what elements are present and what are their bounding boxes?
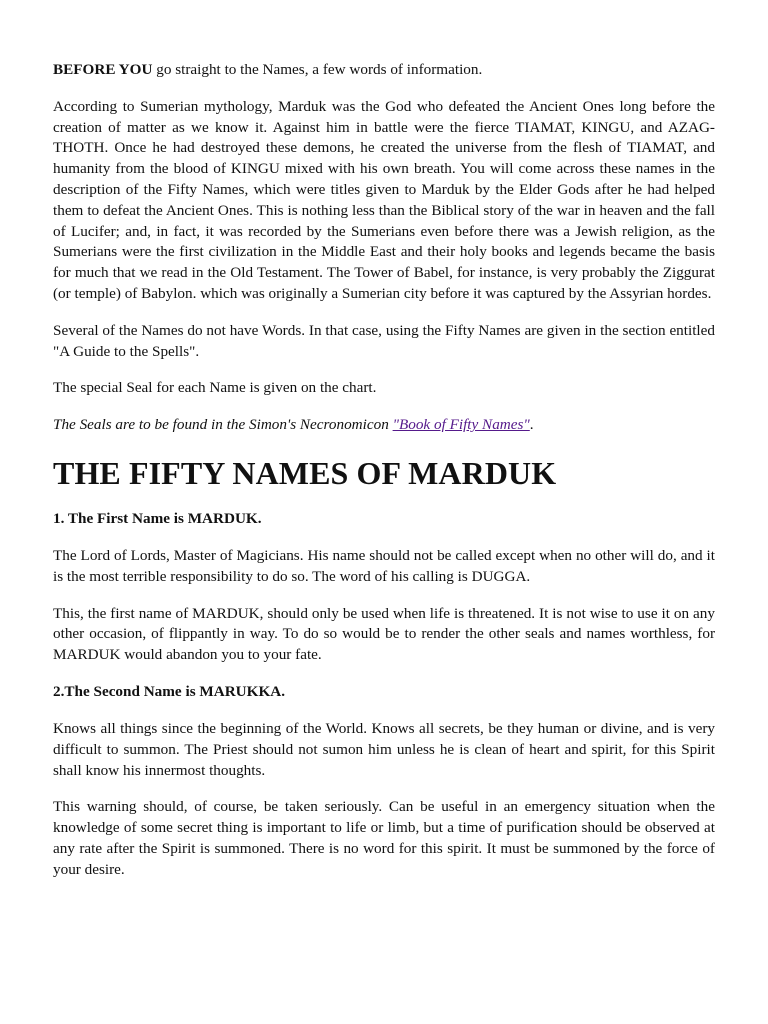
intro-lead-bold: BEFORE YOU (53, 61, 153, 78)
name-1-paragraph-1: The Lord of Lords, Master of Magicians. His name should not be called except when no other will do, and it is the most terrible responsibility to do so. The word of his calling is DUGGA. (53, 546, 715, 585)
seals-note-text: The Seals are to be found in the Simon's Necronomicon (53, 416, 393, 434)
name-2-paragraph-2: This warning should, of course, be taken seriously. Can be useful in an emergency situation when the knowledge of some secret thing is important to life or limb, but a time of purification should be observed at any rate after the Spirit is summoned. There is no word for this spirit. It must be summoned by the force of your desire. (53, 798, 715, 878)
name-2-heading: 2.The Second Name is MARUKKA. (53, 682, 286, 700)
mythology-paragraph: According to Sumerian mythology, Marduk was the God who defeated the Ancient Ones long before the creation of matter as we know it. Against him in battle were the fierce TIAMAT, KINGU, and AZAG-THOTH. Once he had destroyed these demons, he created the universe from the flesh of TIAMAT, and humanity from the blood of KINGU mixed with his own breath. You will come across these names in the description of the Fifty Names, which were titles given to Marduk by the Elder Gods after he had helped them to defeat the Ancient Ones. This is nothing less than the Biblical story of the war in heaven and the fall of Lucifer; and, in fact, it was recorded by the Sumerians even before there was a Jewish religion, as the Sumerians were the first civilization in the Middle East and their holy books and legends became the basis for much that we read in the Old Testament. The Tower of Babel, for instance, is very probably the Ziggurat (or temple) of Babylon. which was originally a Sumerian city before it was captured by the Assyrian hordes. (53, 97, 715, 302)
seals-note-end: . (529, 416, 534, 434)
book-of-fifty-names-link[interactable]: "Book of Fifty Names" (392, 416, 530, 434)
intro-lead-rest: go straight to the Names, a few words of information. (152, 61, 483, 78)
name-1-heading: 1. The First Name is MARDUK. (53, 509, 262, 527)
no-words-paragraph: Several of the Names do not have Words. In that case, using the Fifty Names are given in the section entitled "A Guide to the Spells". (53, 321, 715, 360)
main-title: THE FIFTY NAMES OF MARDUK (53, 454, 557, 491)
name-1-paragraph-2: This, the first name of MARDUK, should only be used when life is threatened. It is not wise to use it on any other occasion, of flippantly in way. To do so would be to render the other seals and names worthless, for MARDUK would abandon you to your fate. (53, 604, 715, 664)
seal-chart-paragraph: The special Seal for each Name is given on the chart. (53, 379, 377, 397)
intro-paragraph (53, 60, 715, 81)
seals-note-paragraph (53, 415, 715, 436)
name-2-paragraph-1: Knows all things since the beginning of the World. Knows all secrets, be they human or divine, and is very difficult to summon. The Priest should not sumon him unless he is clean of heart and spirit, for this Spirit shall know his innermost thoughts. (53, 719, 715, 779)
